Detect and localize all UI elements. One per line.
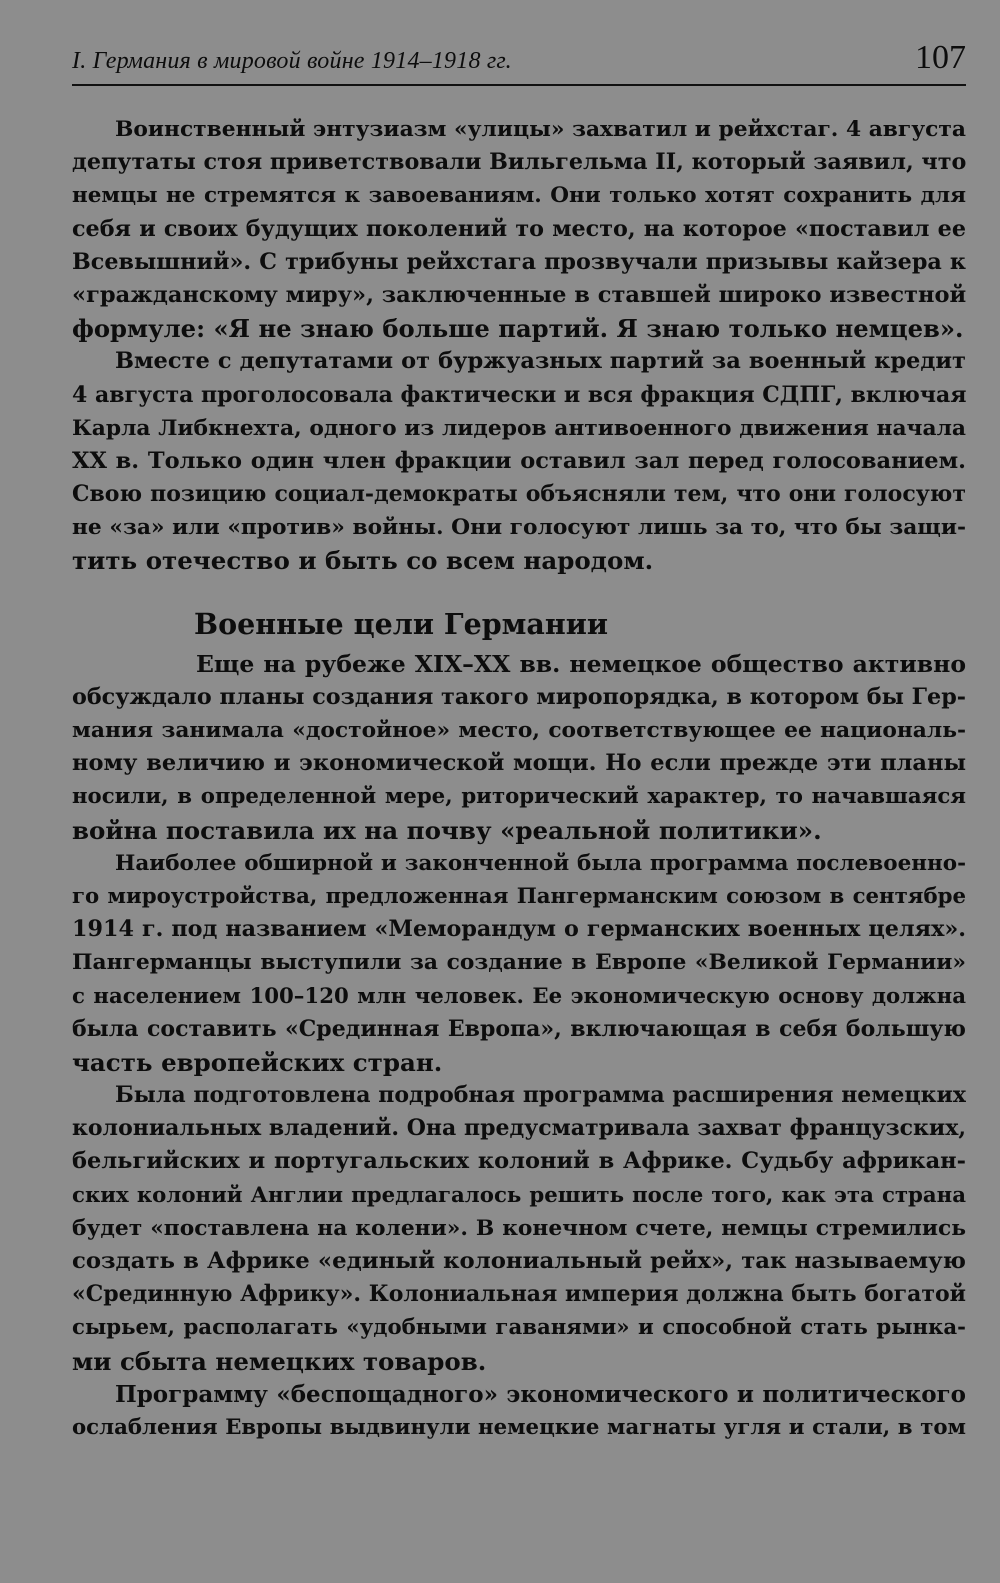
text-line: ских колоний Англии предлагалось решить после того, как эта страна	[72, 1182, 966, 1208]
text-line: сырьем, располагать «удобными гаванями» и способной стать рынка-	[72, 1315, 966, 1341]
text-line: война поставила их на почву «реальной политики».	[72, 815, 822, 845]
text-line: ми сбыта немецких товаров.	[72, 1346, 487, 1376]
text-line: создать в Африке «единый колониальный рейх», так называемую	[72, 1248, 966, 1274]
text-line: будет «поставлена на колени». В конечном счете, немцы стремились	[72, 1215, 966, 1241]
text-line: ному величию и экономической мощи. Но если прежде эти планы	[72, 750, 966, 777]
text-line: себя и своих будущих поколений то место, на которое «поставил ее	[72, 215, 966, 242]
text-line: Наиболее обширной и законченной была программа послевоенно-	[115, 850, 966, 876]
section-heading: Военные цели Германии	[194, 606, 609, 641]
text-line: Свою позицию социал-демократы объясняли тем, что они голосуют	[72, 481, 966, 508]
text-line: Еще на рубеже XIX–XX вв. немецкое общество активно	[196, 649, 966, 678]
text-line: Вместе с депутатами от буржуазных партий за военный кредит	[115, 348, 966, 375]
text-line: Программу «беспощадного» экономического и политического	[115, 1380, 966, 1408]
text-line: мания занимала «достойное» место, соответствующее ее националь-	[72, 718, 966, 743]
text-line: Всевышний». С трибуны рейхстага прозвучали призывы кайзера к	[72, 248, 966, 275]
text-line: формуле: «Я не знаю больше партий. Я знаю только немцев».	[72, 314, 964, 344]
text-line: колониальных владений. Она предусматривала захват французских,	[72, 1115, 966, 1142]
text-line: 1914 г. под названием «Меморандум о германских военных целях».	[72, 916, 966, 943]
text-line: обсуждало планы создания такого миропорядка, в котором бы Гер-	[72, 683, 966, 710]
text-line: «гражданскому миру», заключенные в ставшей широко известной	[72, 281, 966, 308]
page-number: 107	[915, 39, 966, 76]
running-title: I. Германия в мировой войне 1914–1918 гг.	[72, 48, 512, 74]
text-line: часть европейских стран.	[72, 1047, 443, 1077]
text-line: XX в. Только один член фракции оставил зал перед голосованием.	[72, 447, 966, 474]
text-line: го мироустройства, предложенная Пангерманским союзом в сентябре	[72, 883, 966, 909]
text-line: «Срединную Африку». Колониальная империя должна быть богатой	[72, 1281, 966, 1308]
running-header	[72, 36, 966, 86]
text-line: Карла Либкнехта, одного из лидеров антивоенного движения начала	[72, 415, 966, 441]
text-line: была составить «Срединная Европа», включающая в себя большую	[72, 1015, 966, 1042]
text-line: бельгийских и португальских колоний в Африке. Судьбу африкан-	[72, 1148, 966, 1175]
text-line: тить отечество и быть со всем народом.	[72, 546, 654, 576]
text-line: депутаты стоя приветствовали Вильгельма II, который заявил, что	[72, 149, 966, 176]
text-line: Пангерманцы выступили за создание в Европе «Великой Германии»	[72, 950, 966, 976]
text-line: не «за» или «против» войны. Они голосуют лишь за то, что бы защи-	[72, 515, 966, 541]
page-body	[72, 113, 966, 1444]
text-line: Воинственный энтузиазм «улицы» захватил и рейхстаг. 4 августа	[115, 117, 966, 142]
text-line: 4 августа проголосовала фактически и вся фракция СДПГ, включая	[72, 381, 966, 408]
text-line: носили, в определенной мере, риторический характер, то начавшаяся	[72, 784, 966, 810]
text-line: Была подготовлена подробная программа расширения немецких	[115, 1082, 966, 1109]
text-line: с населением 100–120 млн человек. Ее экономическую основу должна	[72, 983, 966, 1009]
text-line: немцы не стремятся к завоеваниям. Они только хотят сохранить для	[72, 183, 966, 209]
text-line: ослабления Европы выдвинули немецкие магнаты угля и стали, в том	[72, 1414, 966, 1440]
